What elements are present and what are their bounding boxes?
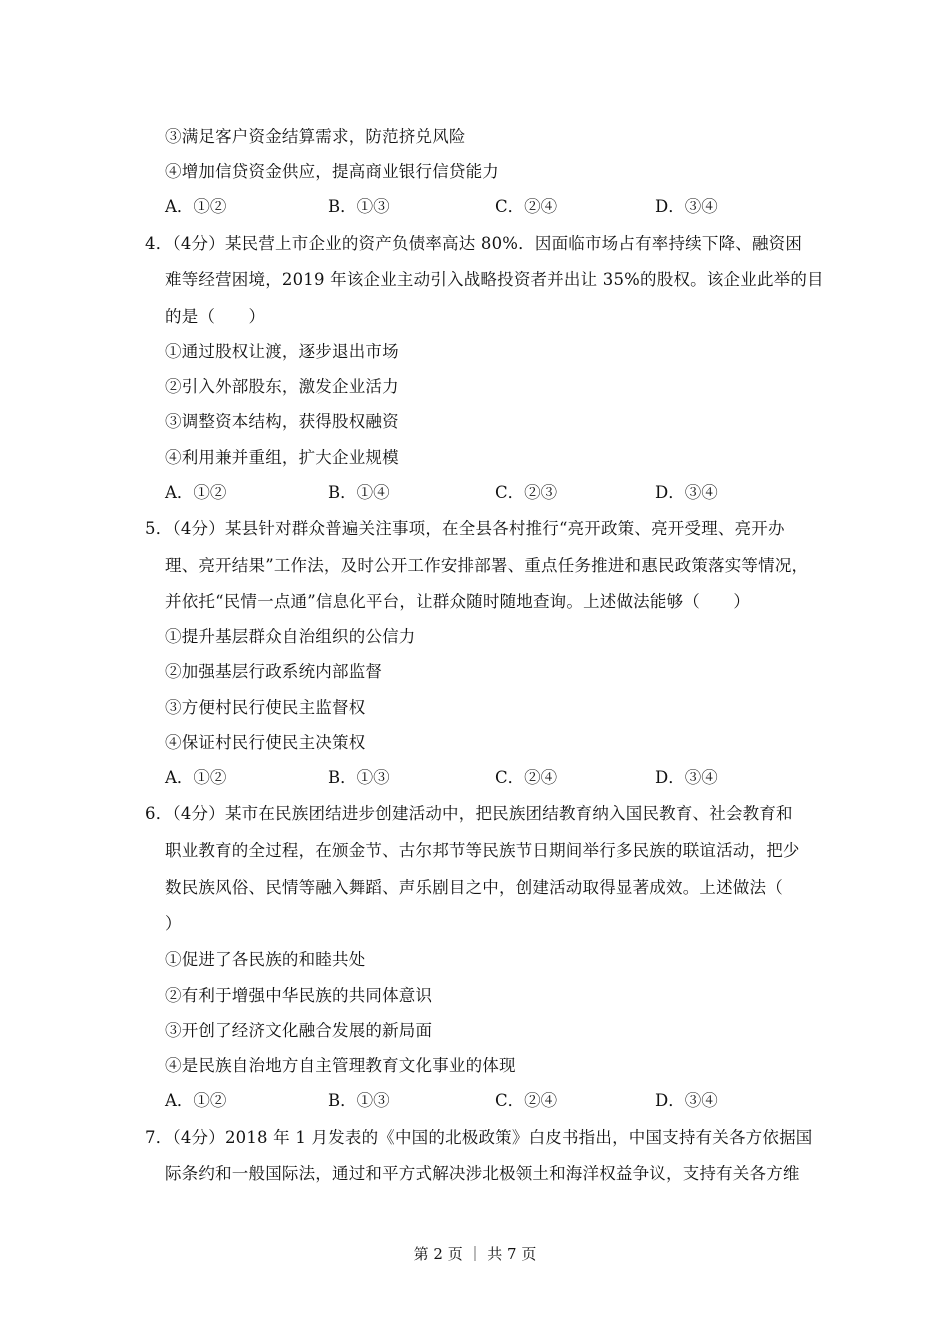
q7-stem-line-2: 际条约和一般国际法，通过和平方式解决涉北极领土和海洋权益争议，支持有关各方维 [165,1164,800,1183]
q5-item-3: ③方便村民行使民主监督权 [165,698,366,717]
q4-option-c: C．②③ [495,483,558,502]
q5-option-b: B．①③ [328,768,390,787]
q3-option-c: C．②④ [495,197,558,216]
q4-item-4: ④利用兼并重组，扩大企业规模 [165,448,399,467]
q4-option-d: D．③④ [655,483,718,502]
page-footer: 第 2 页 ｜ 共 7 页 [413,1245,537,1263]
q5-option-a: A．①② [165,768,227,787]
q5-item-4: ④保证村民行使民主决策权 [165,733,366,752]
q6-option-d: D．③④ [655,1091,718,1110]
q3-option-a: A．①② [165,197,227,216]
q6-option-b: B．①③ [328,1091,390,1110]
q6-stem-line-3: 数民族风俗、民情等融入舞蹈、声乐剧目之中，创建活动取得显著成效。上述做法（ [165,878,783,897]
q5-option-c: C．②④ [495,768,558,787]
q4-item-1: ①通过股权让渡，逐步退出市场 [165,342,399,361]
q6-item-1: ①促进了各民族的和睦共处 [165,950,366,969]
q5-item-2: ②加强基层行政系统内部监督 [165,662,383,681]
q6-item-2: ②有利于增强中华民族的共同体意识 [165,986,433,1005]
q6-option-a: A．①② [165,1091,227,1110]
q3-item-3: ③满足客户资金结算需求，防范挤兑风险 [165,127,466,146]
q6-stem-line-4: ） [165,914,182,933]
q5-option-d: D．③④ [655,768,718,787]
q5-stem-line-3: 并依托“民情一点通”信息化平台，让群众随时随地查询。上述做法能够（ ） [165,592,751,611]
q6-item-3: ③开创了经济文化融合发展的新局面 [165,1021,433,1040]
q3-item-4: ④增加信贷资金供应，提高商业银行信贷能力 [165,162,499,181]
q6-stem-line-2: 职业教育的全过程，在颁金节、古尔邦节等民族节日期间举行多民族的联谊活动，把少 [165,841,800,860]
q3-option-b: B．①③ [328,197,390,216]
q6-option-c: C．②④ [495,1091,558,1110]
q4-stem-line-2: 难等经营困境，2019 年该企业主动引入战略投资者并出让 35%的股权。该企业此举的目 [165,270,824,289]
q7-stem-line-1: 7．（4分）2018 年 1 月发表的《中国的北极政策》白皮书指出，中国支持有关各方依据国 [145,1128,813,1147]
q4-item-3: ③调整资本结构，获得股权融资 [165,412,399,431]
q5-stem-line-1: 5．（4分）某县针对群众普遍关注事项，在全县各村推行“亮开政策、亮开受理、亮开办 [145,519,785,538]
q5-item-1: ①提升基层群众自治组织的公信力 [165,627,416,646]
q6-stem-line-1: 6．（4分）某市在民族团结进步创建活动中，把民族团结教育纳入国民教育、社会教育和 [145,804,793,823]
q4-option-b: B．①④ [328,483,390,502]
q4-stem-line-3: 的是（ ） [165,307,266,326]
q4-option-a: A．①② [165,483,227,502]
q6-item-4: ④是民族自治地方自主管理教育文化事业的体现 [165,1056,516,1075]
q4-stem-line-1: 4．（4分）某民营上市企业的资产负债率高达 80%．因面临市场占有率持续下降、融资困 [145,234,803,253]
q3-option-d: D．③④ [655,197,718,216]
q4-item-2: ②引入外部股东，激发企业活力 [165,377,399,396]
q5-stem-line-2: 理、亮开结果”工作法，及时公开工作安排部署、重点任务推进和惠民政策落实等情况， [165,556,809,575]
